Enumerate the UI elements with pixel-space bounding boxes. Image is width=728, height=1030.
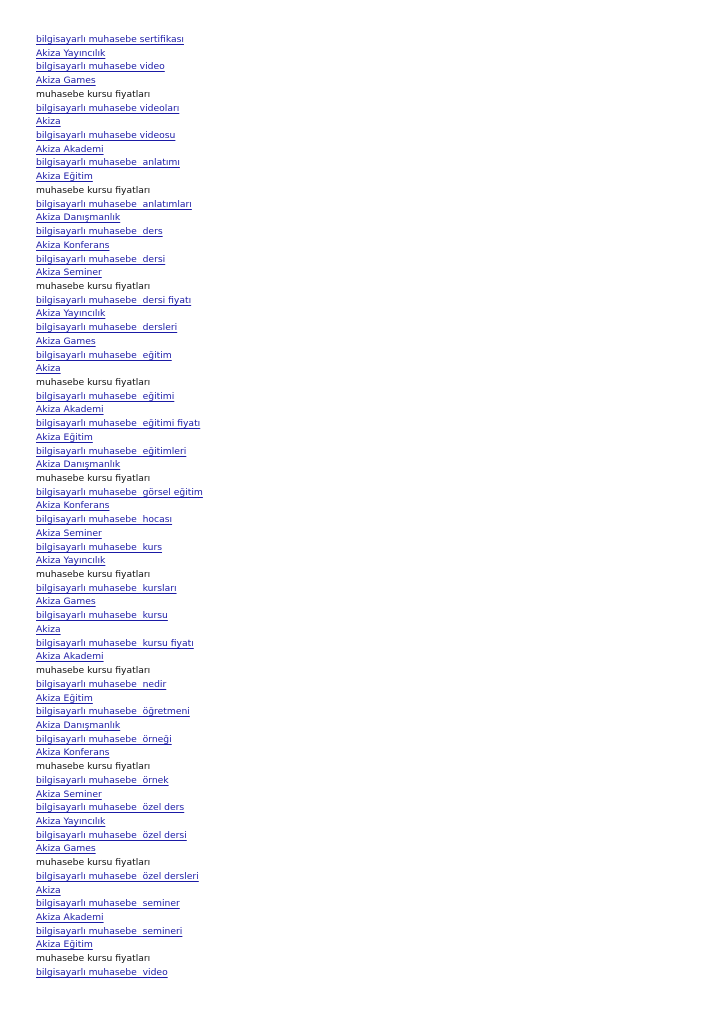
list-item-link xyxy=(36,925,696,939)
list-item-link xyxy=(36,801,696,815)
list-item-link xyxy=(36,431,696,445)
list-item-text xyxy=(36,664,696,678)
list-item-link xyxy=(36,609,696,623)
text-link[interactable]: bilgisayarlı muhasebe eğitimi xyxy=(36,390,175,402)
list-item-link xyxy=(36,486,696,500)
list-item-link xyxy=(36,156,696,170)
text-link[interactable]: Akiza Konferans xyxy=(36,747,110,759)
list-item-link xyxy=(36,253,696,267)
list-item-link xyxy=(36,294,696,308)
plain-text: muhasebe kursu fiyatları xyxy=(36,280,151,292)
list-item-link xyxy=(36,417,696,431)
list-item-link xyxy=(36,788,696,802)
list-item-link xyxy=(36,719,696,733)
list-item-link xyxy=(36,541,696,555)
list-item-text xyxy=(36,952,696,966)
list-item-link xyxy=(36,129,696,143)
text-link[interactable]: bilgisayarlı muhasebe örneği xyxy=(36,733,172,745)
text-link[interactable]: bilgisayarlı muhasebe kursu fiyatı xyxy=(36,637,194,649)
text-link[interactable]: bilgisayarlı muhasebe özel dersi xyxy=(36,829,187,841)
list-item-link xyxy=(36,884,696,898)
list-item-link xyxy=(36,458,696,472)
text-link[interactable]: Akiza Eğitim xyxy=(36,692,93,704)
text-link[interactable]: Akiza Konferans xyxy=(36,239,110,251)
text-link[interactable]: Akiza Danışmanlık xyxy=(36,459,121,471)
list-item-link xyxy=(36,815,696,829)
text-link[interactable]: bilgisayarlı muhasebe sertifikası xyxy=(36,34,184,45)
text-link[interactable]: bilgisayarlı muhasebe hocası xyxy=(36,514,173,526)
text-link[interactable]: Akiza Akademi xyxy=(36,651,104,663)
list-item-link xyxy=(36,349,696,363)
list-item-link xyxy=(36,705,696,719)
text-link[interactable]: Akiza Akademi xyxy=(36,143,104,155)
list-item-link xyxy=(36,637,696,651)
list-item-link xyxy=(36,143,696,157)
list-item-link xyxy=(36,746,696,760)
text-link[interactable]: bilgisayarlı muhasebe video xyxy=(36,61,165,73)
text-link[interactable]: Akiza Seminer xyxy=(36,527,102,539)
text-link[interactable]: bilgisayarlı muhasebe eğitimi fiyatı xyxy=(36,418,201,430)
list-item-link xyxy=(36,362,696,376)
link-list xyxy=(36,33,696,980)
text-link[interactable]: Akiza Games xyxy=(36,335,96,347)
text-link[interactable]: bilgisayarlı muhasebe semineri xyxy=(36,925,183,937)
list-item-link xyxy=(36,650,696,664)
text-link[interactable]: Akiza Konferans xyxy=(36,500,110,512)
list-item-link xyxy=(36,321,696,335)
list-item-link xyxy=(36,115,696,129)
list-item-text xyxy=(36,568,696,582)
list-item-link xyxy=(36,266,696,280)
text-link[interactable]: Akiza Akademi xyxy=(36,912,104,923)
text-link[interactable]: bilgisayarlı muhasebe anlatımları xyxy=(36,198,192,210)
list-item-link xyxy=(36,678,696,692)
plain-text: muhasebe kursu fiyatları xyxy=(36,665,151,677)
list-item-text xyxy=(36,472,696,486)
list-item-link xyxy=(36,74,696,88)
text-link[interactable]: bilgisayarlı muhasebe kurs xyxy=(36,541,163,553)
list-item-link xyxy=(36,527,696,541)
text-link[interactable]: bilgisayarlı muhasebe ders xyxy=(36,226,163,238)
text-link[interactable]: Akiza Seminer xyxy=(36,788,102,800)
text-link[interactable]: bilgisayarlı muhasebe kursu xyxy=(36,610,168,622)
plain-text: muhasebe kursu fiyatları xyxy=(36,569,151,581)
plain-text: muhasebe kursu fiyatları xyxy=(36,376,151,388)
list-item-link xyxy=(36,335,696,349)
list-item-link xyxy=(36,897,696,911)
text-link[interactable]: bilgisayarlı muhasebe dersi xyxy=(36,253,166,265)
list-item-link xyxy=(36,623,696,637)
text-link[interactable]: Akiza Games xyxy=(36,596,96,608)
list-item-link xyxy=(36,554,696,568)
plain-text: muhasebe kursu fiyatları xyxy=(36,857,151,869)
list-item-link xyxy=(36,102,696,116)
list-item-link xyxy=(36,225,696,239)
text-link[interactable]: bilgisayarlı muhasebe örnek xyxy=(36,774,169,786)
text-link[interactable]: Akiza xyxy=(36,884,61,896)
list-item-link xyxy=(36,938,696,952)
plain-text: muhasebe kursu fiyatları xyxy=(36,473,151,484)
plain-text: muhasebe kursu fiyatları xyxy=(36,184,151,196)
text-link[interactable]: Akiza Seminer xyxy=(36,267,102,279)
list-item-text xyxy=(36,760,696,774)
list-item-link xyxy=(36,445,696,459)
list-item-link xyxy=(36,774,696,788)
text-link[interactable]: Akiza Danışmanlık xyxy=(36,212,121,224)
list-item-link xyxy=(36,33,696,47)
text-link[interactable]: bilgisayarlı muhasebe anlatımı xyxy=(36,157,180,169)
list-item-link xyxy=(36,170,696,184)
text-link[interactable]: Akiza Eğitim xyxy=(36,171,93,183)
text-link[interactable]: Akiza Akademi xyxy=(36,404,104,416)
text-link[interactable]: bilgisayarlı muhasebe özel dersleri xyxy=(36,870,199,882)
text-link[interactable]: bilgisayarlı muhasebe videosu xyxy=(36,130,176,142)
text-link[interactable]: bilgisayarlı muhasebe kursları xyxy=(36,582,177,594)
list-item-text xyxy=(36,280,696,294)
list-item-text xyxy=(36,88,696,102)
text-link[interactable]: Akiza Yayıncılık xyxy=(36,308,106,320)
text-link[interactable]: bilgisayarlı muhasebe nedir xyxy=(36,678,167,690)
list-item-link xyxy=(36,403,696,417)
text-link[interactable]: Akiza Eğitim xyxy=(36,431,93,443)
list-item-link xyxy=(36,870,696,884)
text-link[interactable]: bilgisayarlı muhasebe eğitim xyxy=(36,349,172,361)
text-link[interactable]: bilgisayarlı muhasebe seminer xyxy=(36,898,180,910)
text-link[interactable]: bilgisayarlı muhasebe görsel eğitim xyxy=(36,486,203,498)
text-link[interactable]: Akiza Eğitim xyxy=(36,939,93,951)
list-item-link xyxy=(36,966,696,980)
list-item-text xyxy=(36,376,696,390)
list-item-link xyxy=(36,911,696,925)
plain-text: muhasebe kursu fiyatları xyxy=(36,88,151,100)
text-link[interactable]: Akiza Yayıncılık xyxy=(36,815,106,827)
list-item-link xyxy=(36,513,696,527)
list-item-link xyxy=(36,499,696,513)
text-link[interactable]: bilgisayarlı muhasebe videoları xyxy=(36,102,180,114)
text-link[interactable]: Akiza Danışmanlık xyxy=(36,719,121,731)
text-link[interactable]: Akiza Yayıncılık xyxy=(36,555,106,567)
plain-text: muhasebe kursu fiyatları xyxy=(36,761,151,773)
text-link[interactable]: bilgisayarlı muhasebe öğretmeni xyxy=(36,706,190,718)
text-link[interactable]: Akiza xyxy=(36,116,61,128)
list-item-text xyxy=(36,184,696,198)
text-link[interactable]: bilgisayarlı muhasebe eğitimleri xyxy=(36,445,187,457)
list-item-link xyxy=(36,390,696,404)
text-link[interactable]: bilgisayarlı muhasebe dersi fiyatı xyxy=(36,294,192,306)
list-item-link xyxy=(36,842,696,856)
plain-text: muhasebe kursu fiyatları xyxy=(36,953,151,965)
list-item-link xyxy=(36,692,696,706)
list-item-link xyxy=(36,60,696,74)
list-item-link xyxy=(36,47,696,61)
text-link[interactable]: Akiza Yayıncılık xyxy=(36,47,106,59)
list-item-link xyxy=(36,211,696,225)
text-link[interactable]: bilgisayarlı muhasebe dersleri xyxy=(36,322,178,334)
text-link[interactable]: bilgisayarlı muhasebe video xyxy=(36,966,168,978)
text-link[interactable]: bilgisayarlı muhasebe özel ders xyxy=(36,802,185,814)
list-item-link xyxy=(36,829,696,843)
text-link[interactable]: Akiza xyxy=(36,623,61,635)
list-item-link xyxy=(36,733,696,747)
list-item-link xyxy=(36,239,696,253)
list-item-link xyxy=(36,198,696,212)
text-link[interactable]: Akiza xyxy=(36,363,61,375)
list-item-link xyxy=(36,595,696,609)
text-link[interactable]: Akiza Games xyxy=(36,843,96,855)
list-item-link xyxy=(36,582,696,596)
list-item-text xyxy=(36,856,696,870)
list-item-link xyxy=(36,307,696,321)
text-link[interactable]: Akiza Games xyxy=(36,75,96,87)
